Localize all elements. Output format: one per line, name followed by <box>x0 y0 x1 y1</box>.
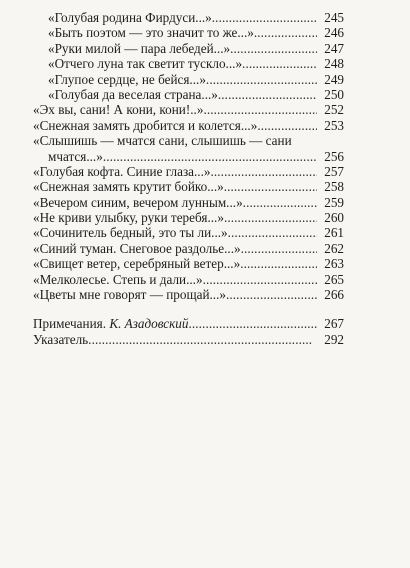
toc-entry-wrapped <box>0 133 410 148</box>
toc-entry-page: 266 <box>324 287 344 303</box>
toc-entry <box>0 241 410 256</box>
toc-entry <box>0 41 410 56</box>
toc-entry <box>0 164 410 179</box>
toc-entry-title: «Сочинитель бедный, это ты ли...» <box>33 225 228 241</box>
toc-entry-title: «Снежная замять дробится и колется...» <box>33 117 258 133</box>
toc-leader-dots <box>88 332 317 347</box>
toc-entry-page: 247 <box>324 40 344 56</box>
toc-entry-title: «Голубая кофта. Синие глаза...» <box>33 163 211 179</box>
toc-entry-page: 261 <box>324 225 344 241</box>
toc-entry-title: «Мелколесье. Степь и дали...» <box>33 271 203 287</box>
toc-notes-label: Примечания. <box>33 316 107 332</box>
toc-entry-title: «Отчего луна так светит тускло...» <box>48 56 243 72</box>
toc-entry-page: 259 <box>324 194 344 210</box>
toc-entry-title: «Голубая да веселая страна...» <box>48 86 218 102</box>
toc-leader-dots <box>240 256 317 271</box>
toc-entry-title: «Быть поэтом — это значит то же...» <box>48 25 254 41</box>
toc-entry-title: «Снежная замять крутит бойко...» <box>33 179 224 195</box>
toc-index-page: 292 <box>324 331 344 347</box>
toc-entry <box>0 56 410 71</box>
section-gap <box>0 302 410 316</box>
toc-notes <box>0 316 410 331</box>
toc-entry <box>0 102 410 117</box>
toc-notes-author: К. Азадовский <box>109 316 189 332</box>
toc-entry-title: «Слышишь — мчатся сани, слышишь — сани <box>33 133 292 149</box>
toc-leader-dots <box>241 241 317 256</box>
toc-entry <box>0 25 410 40</box>
toc-entry-page: 265 <box>324 271 344 287</box>
toc-leader-dots <box>243 195 317 210</box>
toc-entry <box>0 10 410 25</box>
toc-entry <box>0 210 410 225</box>
toc-entry-title: «Цветы мне говорят — прощай...» <box>33 287 226 303</box>
toc-entry-title: «Голубая родина Фирдуси...» <box>48 10 212 25</box>
toc-entry <box>0 256 410 271</box>
toc-index <box>0 332 410 347</box>
toc-entry <box>0 287 410 302</box>
toc-entry-page: 260 <box>324 210 344 226</box>
toc-leader-dots <box>188 316 317 331</box>
toc-entry-page: 249 <box>324 71 344 87</box>
toc-index-label: Указатель <box>33 331 89 347</box>
toc-entry <box>0 225 410 240</box>
toc-entry <box>0 87 410 102</box>
toc-entry-title-continuation: мчатся...» <box>48 148 103 164</box>
toc-entry <box>0 195 410 210</box>
toc-entry-page: 257 <box>324 163 344 179</box>
toc-leader-dots <box>242 56 317 71</box>
toc-leader-dots <box>228 225 317 240</box>
table-of-contents <box>0 10 410 347</box>
toc-entry-page: 245 <box>324 10 344 25</box>
toc-leader-dots <box>206 72 317 87</box>
toc-entry <box>0 72 410 87</box>
toc-entry-page: 246 <box>324 25 344 41</box>
toc-leader-dots <box>218 87 317 102</box>
toc-entry <box>0 179 410 194</box>
toc-entry <box>0 272 410 287</box>
toc-entry-title: «Не криви улыбку, руки теребя...» <box>33 210 224 226</box>
toc-notes-title <box>0 316 188 331</box>
toc-entry-page: 253 <box>324 117 344 133</box>
toc-entry-title: «Синий туман. Снеговое раздолье...» <box>33 240 241 256</box>
toc-leader-dots <box>226 287 317 302</box>
toc-leader-dots <box>224 210 317 225</box>
toc-entry-title: «Глупое сердце, не бейся...» <box>48 71 206 87</box>
toc-leader-dots <box>230 41 317 56</box>
toc-entry-page: 248 <box>324 56 344 72</box>
toc-leader-dots <box>224 179 317 194</box>
toc-leader-dots <box>257 118 317 133</box>
toc-entry-page: 258 <box>324 179 344 195</box>
toc-entry-title: «Эх вы, сани! А кони, кони!..» <box>33 102 204 118</box>
toc-entry-page: 256 <box>324 148 344 164</box>
toc-leader-dots <box>203 272 317 287</box>
toc-entry-continuation <box>0 149 410 164</box>
toc-leader-dots <box>203 102 317 117</box>
toc-entry-page: 252 <box>324 102 344 118</box>
toc-entry-page: 250 <box>324 86 344 102</box>
toc-entry-title: «Вечером синим, вечером лунным...» <box>33 194 243 210</box>
toc-entry-title: «Руки милой — пара лебедей...» <box>48 40 231 56</box>
toc-leader-dots <box>103 149 317 164</box>
toc-entry <box>0 118 410 133</box>
toc-notes-page: 267 <box>324 316 344 332</box>
toc-leader-dots <box>211 164 318 179</box>
toc-leader-dots <box>212 10 317 25</box>
toc-entry-page: 263 <box>324 256 344 272</box>
toc-entry-title: «Свищет ветер, серебряный ветер...» <box>33 256 241 272</box>
toc-entry-page: 262 <box>324 240 344 256</box>
toc-leader-dots <box>254 25 317 40</box>
